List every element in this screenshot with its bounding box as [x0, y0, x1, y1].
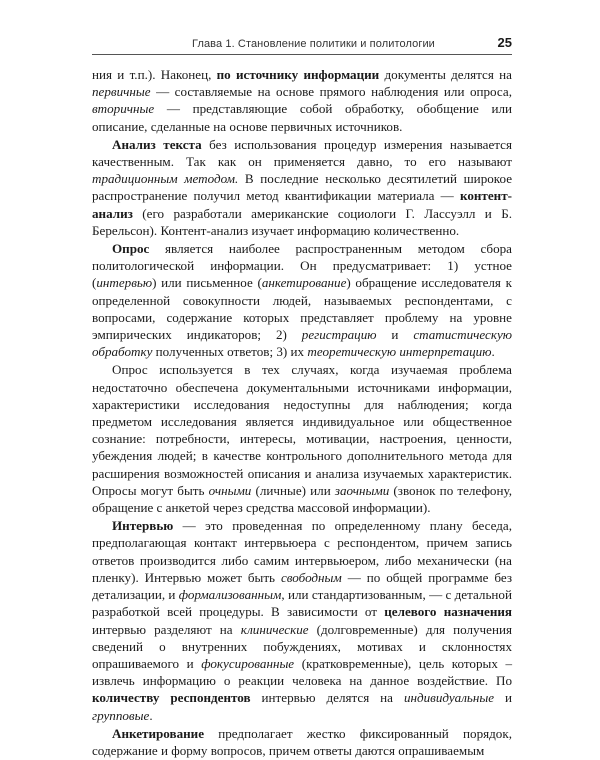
text-span: ния и т.п.). Наконец,: [92, 67, 217, 82]
term-primary: первичные: [92, 84, 151, 100]
term-interview: Интервью: [112, 518, 174, 534]
text-span: — это проведенная по определенному плану беседа, предполагающая контакт интервьюера с респондентом, причем запись ответов производится либо самим интервьюером, либо механически (на пленку). Интервью может быть: [92, 518, 512, 585]
term-questionnaire-inline: анкетирование: [261, 275, 347, 291]
text-span: (звонок по телефону, обращение с анкетой через средства массовой информации).: [92, 482, 512, 516]
term-content-analysis: контент-анализ: [92, 188, 512, 221]
running-header: [92, 34, 512, 54]
term-traditional-method: традиционным методом.: [92, 171, 239, 187]
text-span: и: [376, 327, 414, 343]
term-by-source: по источнику информации: [216, 67, 380, 82]
term-focused: фокусированные: [201, 655, 295, 671]
text-span: (личные) или: [251, 482, 335, 498]
text-span: — по общей программе без детализации, и: [92, 569, 512, 603]
paragraph-questionnaire: [92, 725, 512, 759]
paragraph-document-sources: [92, 66, 512, 135]
text-span: ) обращение исследователя к определенной совокупности людей, называемых респондентами, с вопросами, содержание которых представляет проблему на уровне эмпирических индикаторов; 2): [92, 275, 512, 343]
body-text: [92, 66, 512, 760]
text-span: и: [494, 690, 512, 706]
text-span: (долговременные) для получения сведений о внутренних побуждениях, мотивах и склонностях опрашиваемого и: [92, 621, 512, 671]
term-questionnaire: Анкетирование: [112, 725, 205, 741]
term-target-purpose: целевого назначения: [384, 604, 512, 620]
term-theoretical-interpretation: теоретическую интерпретацию: [307, 344, 492, 360]
text-span: Опрос используется в тех случаях, когда изучаемая проблема недостаточно обеспечена документальными источниками информации, характеристики исследования недоступны для наблюдения; когда предметом исследования является индивидуальное или общественное сознание: потребности, интересы, мотивации, настроения, ценности, убеждения людей; в качестве контрольного дополнительного метода для расширения возможностей описания и анализа изучаемых характеристик. Опросы могут быть: [92, 362, 512, 498]
text-span: В последние несколько десятилетий широкое распространение получил метод квантификации материала —: [92, 171, 513, 204]
term-survey: Опрос: [112, 241, 150, 257]
chapter-title: Глава 1. Становление политики и политологии: [192, 38, 435, 50]
term-respondent-count: количеству респондентов: [92, 690, 251, 706]
term-in-person: очными: [208, 482, 252, 498]
text-span: — представляющие собой обработку, обобщение или описание, сделанные на основе первичных источников.: [92, 101, 512, 134]
text-span: .: [149, 707, 153, 723]
text-span: документы делятся на: [379, 67, 512, 82]
text-span: предполагает жестко фиксированный порядок, содержание и форму вопросов, причем ответы даются опрашиваемым: [92, 725, 512, 758]
text-span: ) или письменное (: [152, 275, 262, 291]
term-clinical: клинические: [240, 621, 309, 637]
text-span: .: [491, 344, 495, 360]
term-statistical-processing: статистическую обработку: [92, 327, 512, 360]
term-registration: регистрацию: [301, 327, 377, 343]
header-rule: [92, 54, 512, 55]
text-span: полученных ответов; 3) их: [152, 344, 308, 360]
paragraph-survey: [92, 240, 512, 360]
text-span: (кратковременные), цель которых – извлечь информацию о реакции человека на данное воздействие. По: [92, 655, 512, 689]
term-secondary: вторичные: [92, 101, 155, 117]
term-text-analysis: Анализ текста: [112, 136, 202, 152]
term-formalized: формализованным: [178, 587, 282, 603]
text-span: интервью разделяют на: [92, 621, 241, 637]
text-span: , или стандартизованным, — с детальной разработкой всей процедуры. В зависимости от: [92, 587, 512, 620]
text-span: (его разработали американские социологи Г. Лассуэлл и Б. Берельсон). Контент-анализ изучает информацию количественно.: [92, 205, 512, 238]
term-interview-inline: интервью: [96, 275, 153, 291]
term-remote: заочными: [334, 482, 390, 498]
paragraph-text-analysis: [92, 136, 512, 239]
text-span: является наиболее распространенным методом сбора политологической информации. Он предусматривает: 1) устное (: [92, 241, 512, 291]
text-span: интервью делятся на: [250, 690, 404, 706]
text-span: — составляемые на основе прямого наблюдения или опроса,: [150, 84, 512, 100]
page-number: 25: [497, 35, 512, 50]
paragraph-interview: [92, 517, 512, 723]
term-individual: индивидуальные: [403, 690, 495, 706]
paragraph-survey-usage: [92, 361, 512, 516]
text-span: без использования процедур измерения называется качественным. Так как он применяется давно, то его называют: [92, 136, 513, 170]
term-group: групповые: [92, 707, 150, 723]
term-free: свободным: [280, 569, 342, 585]
